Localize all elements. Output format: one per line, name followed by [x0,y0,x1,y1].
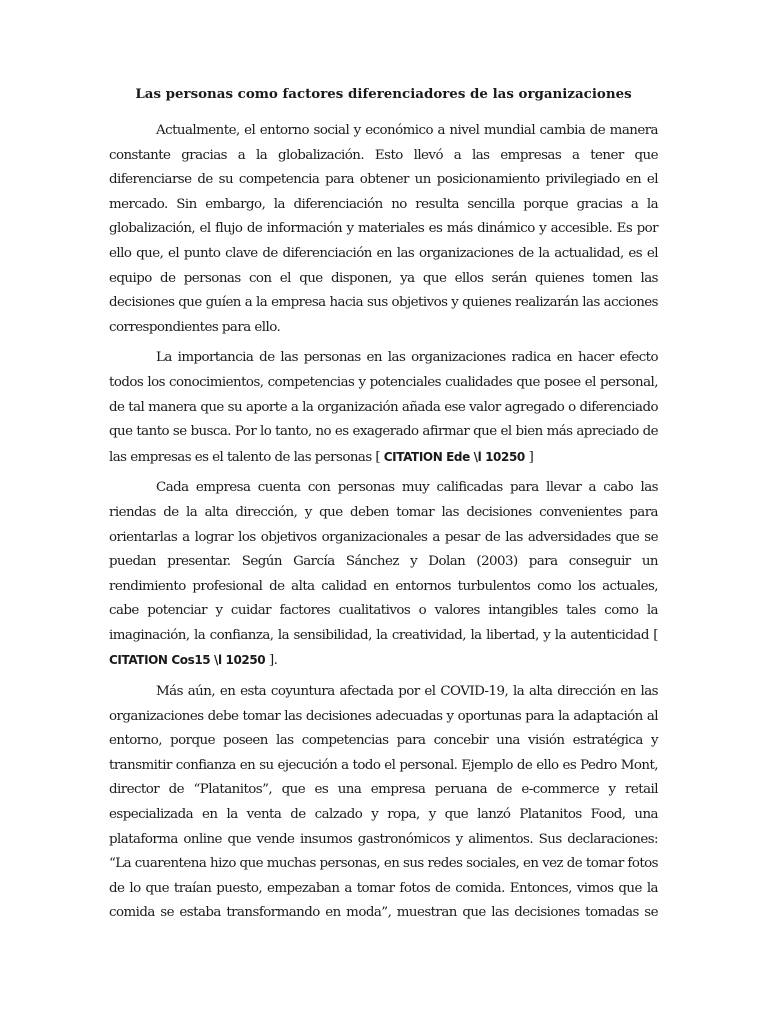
paragraph-3-text: Cada empresa cuenta con personas muy calificadas para llevar a cabo las riendas de la alta dirección, y que deben tomar las decisiones convenientes para orientarlas a lograr los objetivos organizacionales a pesar de las adversidades que se puedan presentar. Según García Sánchez y Dolan (2003) para conseguir un rendimiento profesional de alta calidad en entornos turbulentos como los actuales, cabe potenciar y cuidar factores cualitativos o valores intangibles tales como la imaginación, la confianza, la sensibilidad, la creatividad, la libertad, y la autenticidad [ [109,480,658,643]
paragraph-2 [109,346,658,470]
citation-close: ]. [265,653,278,669]
paragraph-1 [109,119,658,340]
document-body [109,84,658,926]
paragraph-4 [109,680,658,926]
citation-field: CITATION Ede \l 10250 [383,449,525,464]
paragraph-1-text: Actualmente, el entorno social y económico a nivel mundial cambia de manera constante gracias a la globalización. Esto llevó a las empresas a tener que diferenciarse de su competencia para obtener un posicionamiento privilegiado en el mercado. Sin embargo, la diferenciación no resulta sencilla porque gracias a la globalización, el flujo de información y materiales es más dinámico y accesible. Es por ello que, el punto clave de diferenciación en las organizaciones de la actualidad, es el equipo de personas con el que disponen, ya que ellos serán quienes tomen las decisiones que guíen a la empresa hacia sus objetivos y quienes realizarán las acciones correspondientes para ello. [109,123,658,335]
document-title: Las personas como factores diferenciadores de las organizaciones [135,86,632,102]
citation-close: ] [524,449,534,465]
citation-field: CITATION Cos15 \l 10250 [109,653,266,668]
paragraph-3 [109,476,658,674]
paragraph-2-text: La importancia de las personas en las organizaciones radica en hacer efecto todos los conocimientos, competencias y potenciales cualidades que posee el personal, de tal manera que su aporte a la organización añada ese valor agregado o diferenciado que tanto se busca. Por lo tanto, no es exagerado afirmar que el bien más apreciado de las empresas es el talento de las personas [ [109,350,658,465]
paragraph-4-text: Más aún, en esta coyuntura afectada por el COVID-19, la alta dirección en las organizaciones debe tomar las decisiones adecuadas y oportunas para la adaptación al entorno, porque poseen las competencias para concebir una visión estratégica y transmitir confianza en su ejecución a todo el personal. Ejemplo de ello es Pedro Mont, director de “Platanitos”, que es una empresa peruana de e-commerce y retail especializada en la venta de calzado y ropa, y que lanzó Platanitos Food, una plataforma online que vende insumos gastronómicos y alimentos. Sus declaraciones: “La cuarentena hizo que muchas personas, en sus redes sociales, en vez de tomar fotos de lo que traían puesto, empezaban a tomar fotos de comida. Entonces, vimos que la comida se estaba transformando en moda”, muestran que las decisiones tomadas se [109,684,658,921]
